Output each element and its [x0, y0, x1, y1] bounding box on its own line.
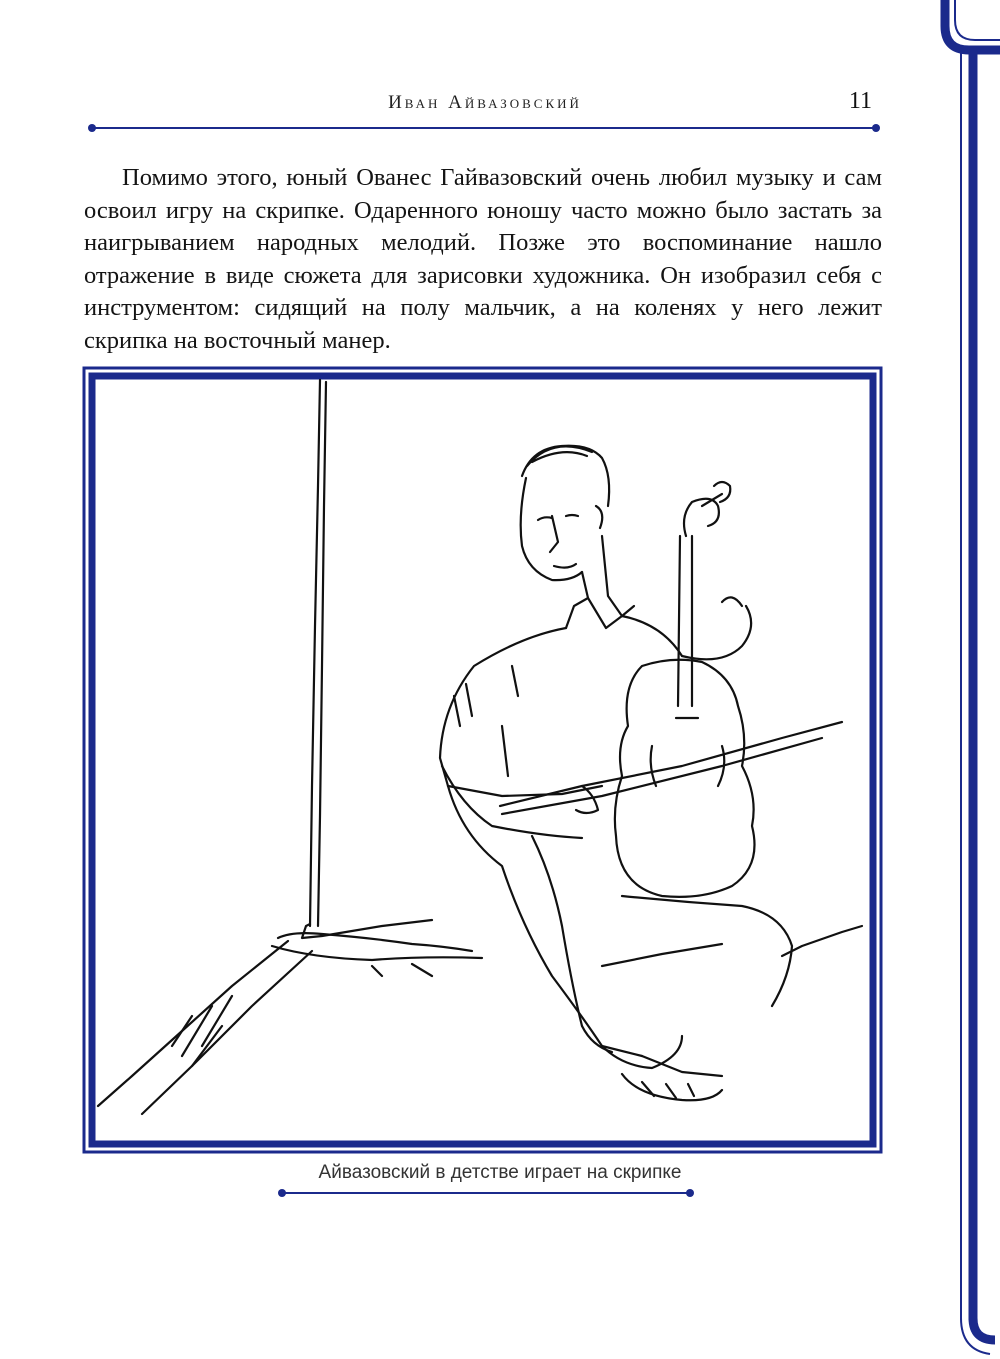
body-paragraph: Помимо этого, юный Ованес Гайвазовский очень любил музыку и сам освоил игру на скрипке. Одаренного юношу часто можно было застать за наигрыванием народных мелодий. Позже это воспоминание нашло отражение в виде сюжета для зарисовки художника. Он изобразил себя с инструментом: сидящий на полу мальчик, а на коленях у него лежит скрипка на восточный манер.: [84, 164, 882, 354]
illustration-figure: [82, 366, 883, 1154]
running-header: [90, 88, 880, 124]
running-title: Иван Айвазовский: [388, 92, 582, 113]
violinist-sketch-illustration: [82, 366, 883, 1154]
figure-caption: Айвазовский в детстве играет на скрипке: [318, 1162, 682, 1183]
page-number: 11: [848, 88, 872, 114]
